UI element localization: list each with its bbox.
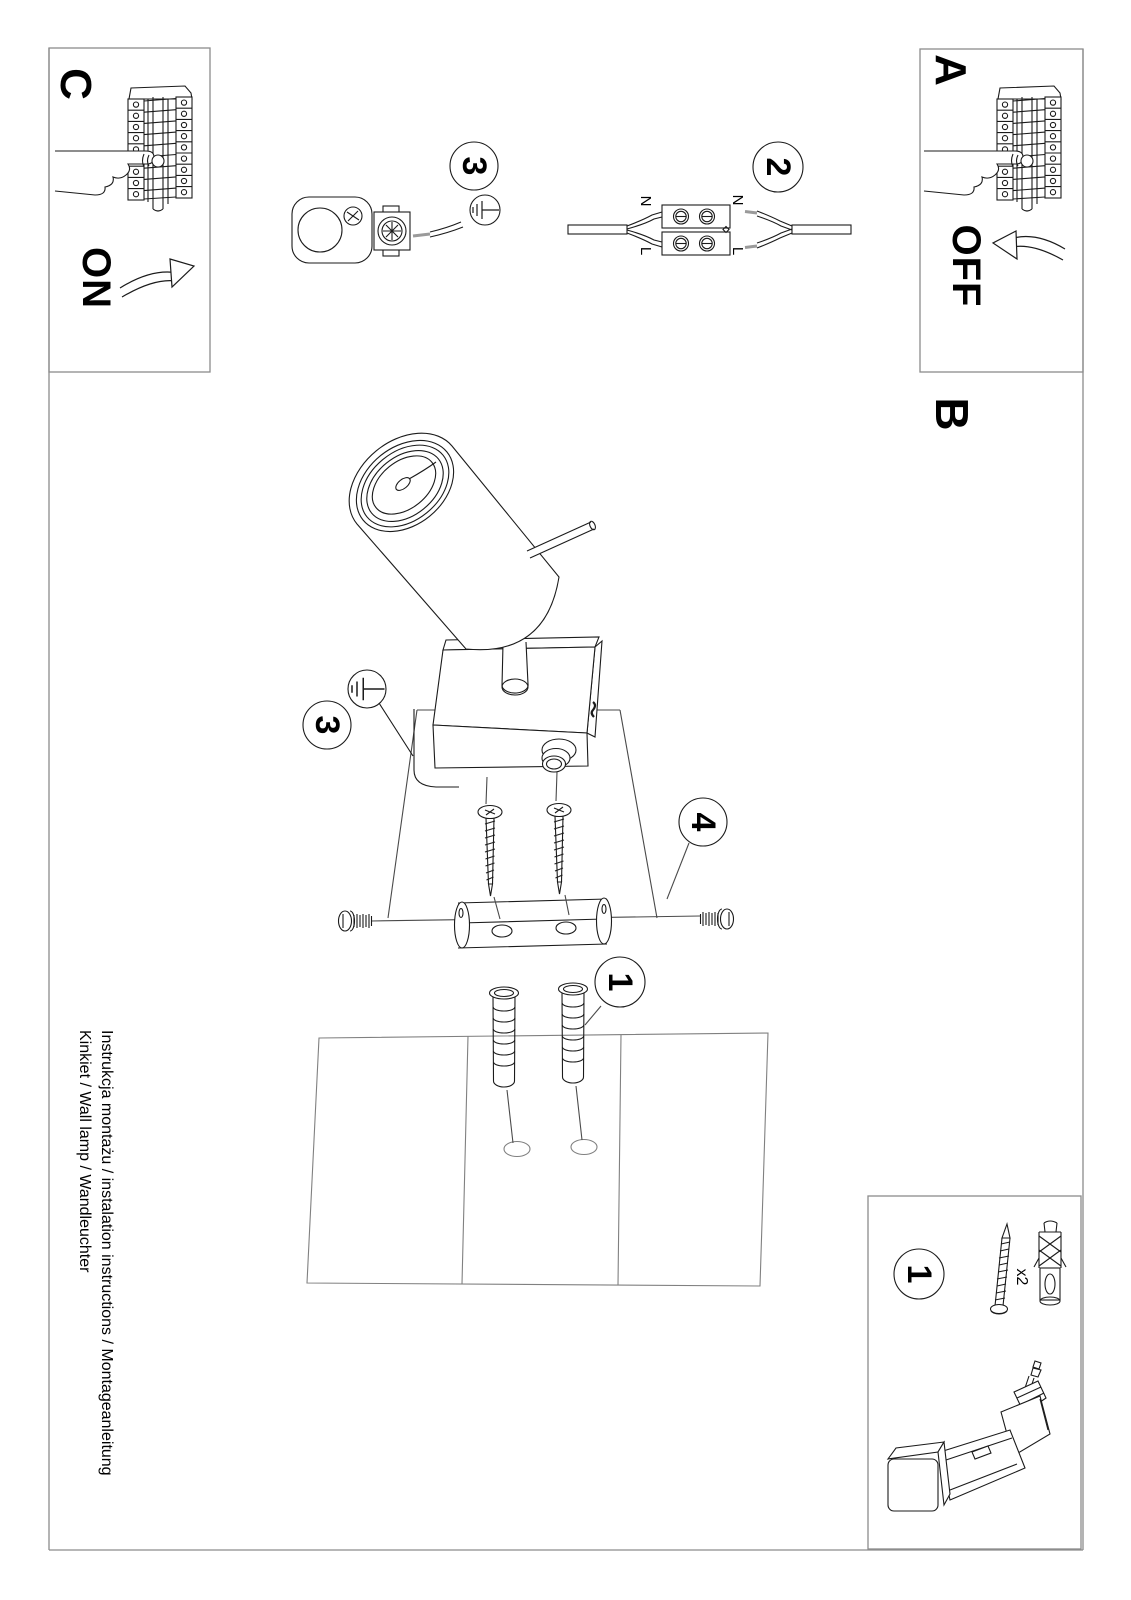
power-on-label: ON xyxy=(74,247,119,309)
wire-label-neutral: N xyxy=(637,195,655,207)
spotlight-head xyxy=(338,422,559,650)
machine-screw-icon xyxy=(701,909,734,929)
lamp-stem xyxy=(502,642,528,693)
mounting-bracket xyxy=(455,898,612,948)
wire-label-live: L xyxy=(637,246,655,256)
step-3-badge: 3 xyxy=(308,715,347,735)
wire-label-live: L xyxy=(729,246,747,256)
supply-cable xyxy=(568,225,627,234)
wall-surface xyxy=(307,1033,768,1286)
product-title: Kinkiet / Wall lamp / Wandleuchter xyxy=(76,1030,93,1273)
machine-screw-icon xyxy=(339,911,372,931)
power-off-label: OFF xyxy=(944,224,989,308)
section-c-label: C xyxy=(51,68,100,100)
parts-box-badge: 1 xyxy=(900,1264,939,1284)
step-4-badge: 4 xyxy=(684,812,723,832)
off-arrow-icon xyxy=(993,231,1065,260)
page-frame xyxy=(49,48,1083,1550)
quantity-label: x2 xyxy=(1013,1268,1030,1286)
wood-screw-icon xyxy=(478,806,502,897)
terminal-block-l xyxy=(662,232,730,255)
earth-wire xyxy=(430,222,463,237)
battery-pack xyxy=(888,1459,938,1511)
wire-label-neutral: N xyxy=(729,194,747,206)
wood-screw-icon xyxy=(547,804,571,895)
step-2-badge: 2 xyxy=(759,157,798,177)
terminal-block-diagram xyxy=(568,142,851,255)
wall-lamp-exploded-view xyxy=(303,422,768,1286)
handle-rod-icon xyxy=(527,520,597,558)
section-a-label: A xyxy=(926,54,975,86)
step-3-badge: 3 xyxy=(455,156,494,176)
adjustment-knob-icon xyxy=(542,739,576,772)
lamp-cable xyxy=(792,225,851,234)
drill-icon xyxy=(888,1361,1050,1511)
on-arrow-icon xyxy=(120,259,194,297)
section-b-label: B xyxy=(926,397,978,431)
document-footer xyxy=(73,1030,117,1500)
bare-wire-tip xyxy=(413,234,430,236)
instructions-title: Instrukcja montażu / instalation instructions / Montageanleitung xyxy=(98,1030,115,1476)
terminal-block-n xyxy=(662,205,730,228)
wall-plug-part-icon xyxy=(1034,1221,1066,1305)
step-1-badge: 1 xyxy=(601,972,640,992)
screw-part-icon xyxy=(991,1224,1011,1314)
